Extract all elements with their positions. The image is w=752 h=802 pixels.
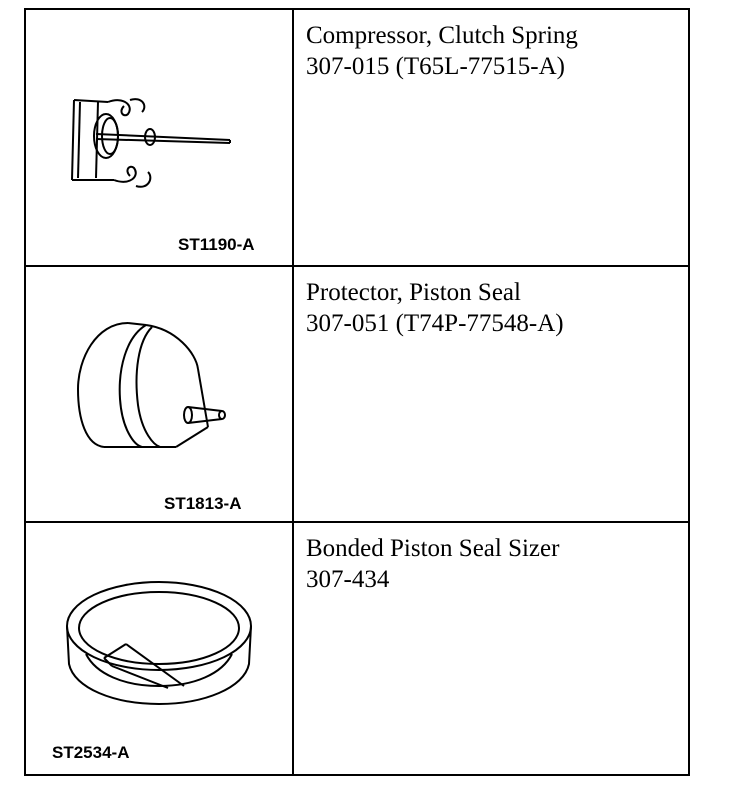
tool-name: Bonded Piston Seal Sizer <box>306 535 560 562</box>
figure-code: ST1190-A <box>178 235 255 254</box>
figure-code: ST1813-A <box>164 494 242 513</box>
tool-row <box>26 523 688 774</box>
tool-row <box>26 267 688 523</box>
tool-number: 307-015 (T65L-77515-A) <box>306 53 565 80</box>
tool-number: 307-051 (T74P-77548-A) <box>306 310 564 337</box>
tool-row <box>26 10 688 267</box>
tool-name: Compressor, Clutch Spring <box>306 22 578 49</box>
tool-number: 307-434 <box>306 566 390 593</box>
tool-description <box>294 523 688 774</box>
tool-illustration-cell <box>26 523 294 774</box>
piston-seal-protector-icon <box>76 319 226 449</box>
special-tools-table <box>24 8 690 776</box>
tool-name: Protector, Piston Seal <box>306 279 521 306</box>
tool-description <box>294 10 688 265</box>
tool-description <box>294 267 688 521</box>
tool-illustration-cell <box>26 267 294 521</box>
clutch-spring-compressor-icon <box>68 92 238 197</box>
tool-illustration-cell <box>26 10 294 265</box>
piston-seal-sizer-icon <box>64 578 254 708</box>
figure-code: ST2534-A <box>52 743 130 762</box>
